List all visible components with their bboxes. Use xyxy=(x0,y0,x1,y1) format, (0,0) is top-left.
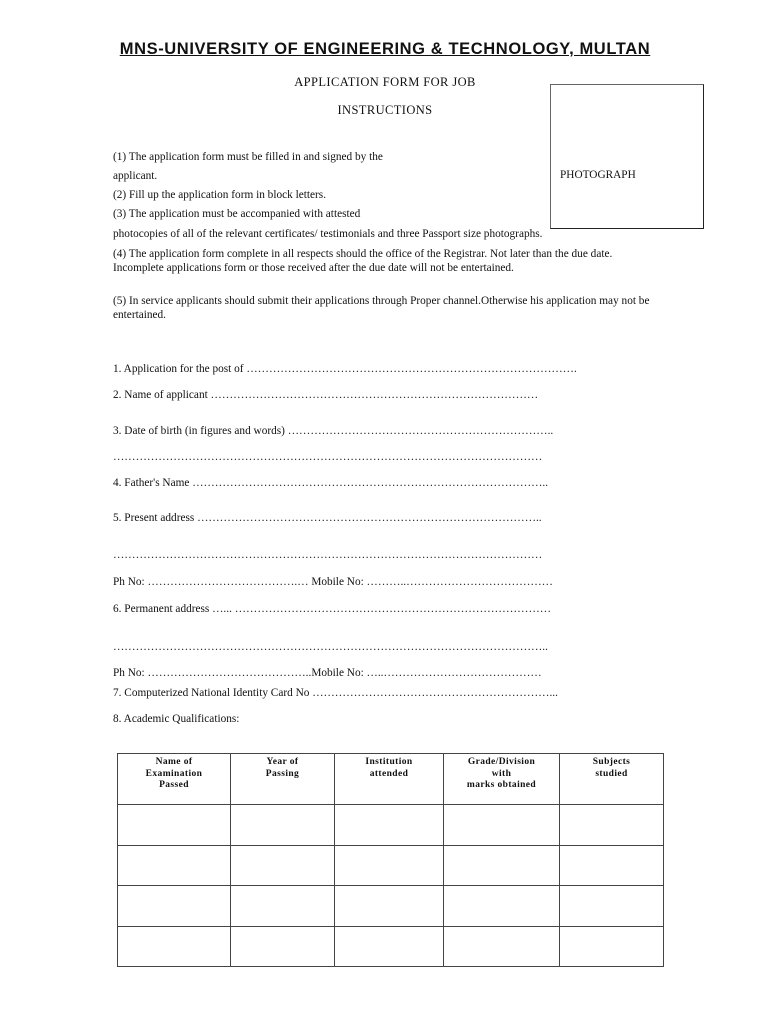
academic-qualifications-table xyxy=(117,753,664,967)
table-row xyxy=(118,805,664,846)
table-cell[interactable] xyxy=(335,845,444,886)
table-cell[interactable] xyxy=(335,926,444,967)
academic-qualifications-label: 8. Academic Qualifications: xyxy=(113,713,240,725)
instruction-1-line-1: (1) The application form must be filled in and signed by the xyxy=(113,151,383,163)
cnic-field[interactable]: 7. Computerized National Identity Card No ………………………………………………………... xyxy=(113,687,558,699)
instruction-3-line-2: photocopies of all of the relevant certificates/ testimonials and three Passport size photographs. xyxy=(113,228,543,240)
present-address-continuation[interactable]: …………………………………………………………………………………………………… xyxy=(113,549,543,561)
table-cell[interactable] xyxy=(231,886,335,927)
photograph-label: PHOTOGRAPH xyxy=(560,169,636,181)
table-cell[interactable] xyxy=(560,805,664,846)
table-cell[interactable] xyxy=(335,886,444,927)
permanent-address-field[interactable]: 6. Permanent address …... ………………………………………………………………………… xyxy=(113,603,552,615)
table-cell[interactable] xyxy=(118,886,231,927)
father-name-field[interactable]: 4. Father's Name ………………………………………………………………………………….. xyxy=(113,477,549,489)
table-row xyxy=(118,926,664,967)
header-institution: Institution attended xyxy=(335,754,444,805)
instruction-3-line-1: (3) The application must be accompanied with attested xyxy=(113,208,361,220)
header-year-of-passing: Year of Passing xyxy=(231,754,335,805)
table-cell[interactable] xyxy=(118,926,231,967)
photograph-box xyxy=(550,84,704,229)
header-name-of-examination: Name of Examination Passed xyxy=(118,754,231,805)
applicant-name-field[interactable]: 2. Name of applicant …………………………………………………………………………… xyxy=(113,389,539,401)
table-cell[interactable] xyxy=(444,845,560,886)
table-cell[interactable] xyxy=(118,845,231,886)
date-of-birth-field[interactable]: 3. Date of birth (in figures and words) …………………………………………………………….. xyxy=(113,425,554,437)
university-title: MNS-UNIVERSITY OF ENGINEERING & TECHNOLOGY, MULTAN xyxy=(119,40,651,58)
table-cell[interactable] xyxy=(231,926,335,967)
permanent-phone-mobile-field[interactable]: Ph No: ……………………………………..Mobile No: …..…………………………………… xyxy=(113,667,542,679)
present-phone-mobile-field[interactable]: Ph No: ………………………………….… Mobile No: ………..………………………………… xyxy=(113,576,553,588)
table-cell[interactable] xyxy=(560,926,664,967)
instructions-title: INSTRUCTIONS xyxy=(337,103,433,117)
date-of-birth-continuation[interactable]: …………………………………………………………………………………………………… xyxy=(113,451,543,463)
post-applied-field[interactable]: 1. Application for the post of ……………………………………………………………………………. xyxy=(113,363,577,375)
table-cell[interactable] xyxy=(231,805,335,846)
table-header-row xyxy=(118,754,664,805)
table-cell[interactable] xyxy=(560,886,664,927)
table-cell[interactable] xyxy=(444,805,560,846)
instruction-1-line-2: applicant. xyxy=(113,170,158,182)
table-row xyxy=(118,845,664,886)
table-cell[interactable] xyxy=(118,805,231,846)
table-cell[interactable] xyxy=(560,845,664,886)
form-title: APPLICATION FORM FOR JOB xyxy=(294,75,476,89)
instruction-4: (4) The application form complete in all respects should the office of the Registrar. Not later than the due date. Incomplete applications form or those received after the due date will not be entertained. xyxy=(113,248,613,274)
permanent-address-continuation[interactable]: …………………………………………………………………………………………………….. xyxy=(113,641,548,653)
table-cell[interactable] xyxy=(444,886,560,927)
present-address-field[interactable]: 5. Present address ……………………………………………………………………………….. xyxy=(113,512,542,524)
table-cell[interactable] xyxy=(444,926,560,967)
instruction-5: (5) In service applicants should submit their applications through Proper channel.Otherwise his application may not be entertained. xyxy=(113,295,650,321)
table-cell[interactable] xyxy=(231,845,335,886)
table-row xyxy=(118,886,664,927)
instruction-2: (2) Fill up the application form in block letters. xyxy=(113,189,327,201)
header-grade-division: Grade/Division with marks obtained xyxy=(444,754,560,805)
header-subjects-studied: Subjects studied xyxy=(560,754,664,805)
table-cell[interactable] xyxy=(335,805,444,846)
